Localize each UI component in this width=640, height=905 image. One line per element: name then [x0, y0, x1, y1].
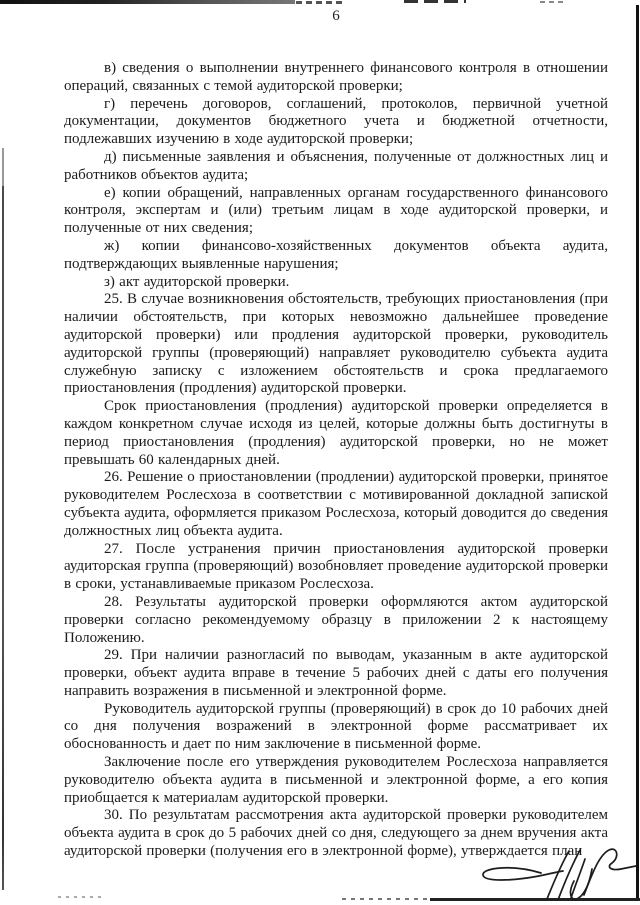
paragraph: 28. Результаты аудиторской проверки оформляются актом аудиторской проверки согласно рекомендуемому образцу в приложении 2 к настоящему Положению. [64, 593, 608, 646]
paragraph: Срок приостановления (продления) аудиторской проверки определяется в каждом конкретном случае исходя из целей, которые должны быть достигнуты в период приостановления (продления) аудиторской проверки, но не может превышать 60 календарных дней. [64, 398, 608, 468]
signature-scribble [477, 842, 640, 904]
scan-artifact-top-dots [296, 1, 344, 4]
scan-artifact-right-edge [636, 5, 639, 898]
paragraph: 26. Решение о приостановлении (продлении) аудиторской проверки, принятое руководителем Рослесхоза в соответствии с мотивированной докладной запиской субъекта аудита, оформляется приказом Рослесхоза, который доводится до сведения должностных лиц объекта аудита. [64, 469, 608, 539]
scan-artifact-left-edge [2, 186, 4, 890]
paragraph: г) перечень договоров, соглашений, протоколов, первичной учетной документации, документов бюджетного учета и бюджетной отчетности, подлежавших изучению в ходе аудиторской проверки; [64, 95, 608, 148]
paragraph: 25. В случае возникновения обстоятельств, требующих приостановления (при наличии обстоятельств, при которых невозможно дальнейшее проведение аудиторской проверки) или продления аудиторской проверки, руководитель аудиторской группы (проверяющий) направляет руководителю субъекта аудита служебную записку с изложением обстоятельств и срока предлагаемого приостановления (продления) аудиторской проверки. [64, 291, 609, 397]
paragraph: в) сведения о выполнении внутреннего финансового контроля в отношении операций, связанных с темой аудиторской проверки; [64, 60, 608, 94]
paragraph: з) акт аудиторской проверки. [104, 273, 290, 290]
scan-artifact-left-edge-faint [2, 148, 4, 188]
scan-artifact-top-dashes-faint [540, 1, 564, 3]
paragraph: д) письменные заявления и объяснения, полученные от должностных лиц и работников объектов аудита; [64, 148, 608, 183]
paragraph: 29. При наличии разногласий по выводам, указанным в акте аудиторской проверки, объект аудита вправе в течение 5 рабочих дней с даты его получения направить возражения в письменной и электронной форме. [64, 647, 608, 699]
paragraph: Заключение после его утверждения руководителем Рослесхоза направляется руководителю объекта аудита в письменной и электронной форме, а его копия приобщается к материалам аудиторской проверки. [64, 754, 608, 806]
scan-artifact-top-dashes [404, 0, 466, 3]
paragraph: 27. После устранения причин приостановления аудиторской проверки аудиторская группа (проверяющий) возобновляет проведение аудиторской проверки в сроки, устанавливаемые приказом Рослесхоза. [64, 540, 608, 593]
paragraph: е) копии обращений, направленных органам государственного финансового контроля, экспертам и (или) третьим лицам в ходе аудиторской проверки, и полученные от них сведения; [64, 184, 608, 237]
page-number: 6 [332, 8, 340, 24]
scan-artifact-bottom-dots [342, 898, 428, 900]
paragraph: 30. По результатам рассмотрения акта аудиторской проверки руководителем объекта аудита в срок до 5 рабочих дней со дня, следующего за днем вручения акта аудиторской проверки (получения его в электронной форме), утверждается план [64, 807, 608, 860]
scan-artifact-top-edge [0, 0, 295, 4]
paragraph: Руководитель аудиторской группы (проверяющий) в срок до 10 рабочих дней со дня получения возражений в электронной форме рассматривает их обоснованность и дает по ним заключение в письменной форме. [64, 700, 608, 753]
paragraph: ж) копии финансово-хозяйственных документов объекта аудита, подтверждающих выявленные нарушения; [64, 237, 608, 272]
scan-artifact-bottom-dots-left [58, 896, 104, 898]
document-body [64, 60, 608, 861]
